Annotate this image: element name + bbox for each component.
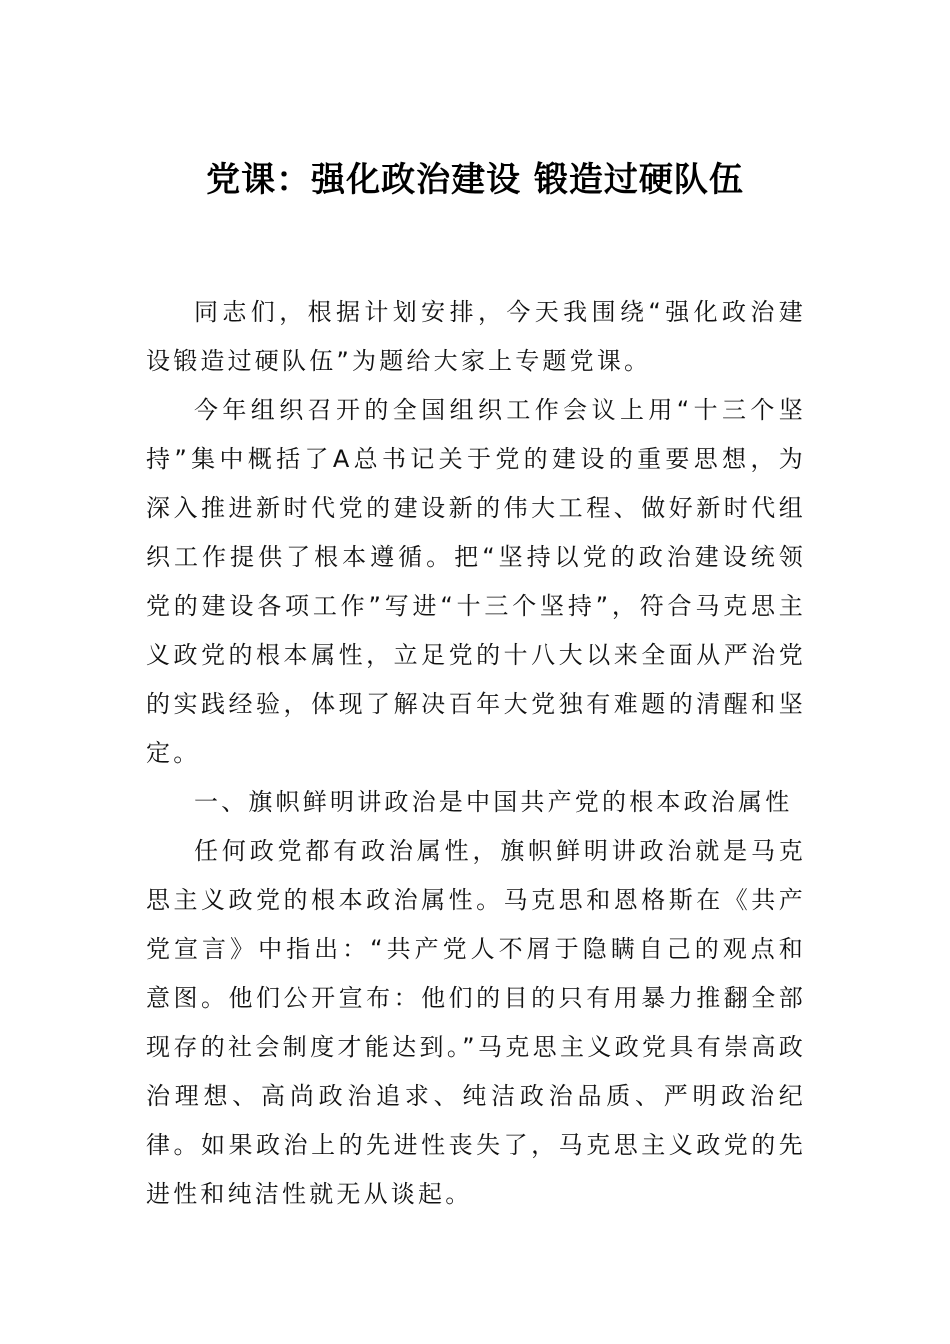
document-title: 党课：强化政治建设 锻造过硬队伍: [206, 160, 744, 200]
paragraph-section-1: 任何政党都有政治属性，旗帜鲜明讲政治就是马克思主义政党的根本政治属性。马克思和恩格斯在《共产党宣言》中指出：“共产党人不屑于隐瞒自己的观点和意图。他们公开宣布：他们的目的只有用暴力推翻全部现存的社会制度才能达到。”马克思主义政党具有崇高政治理想、高尚政治追求、纯洁政治品质、严明政治纪律。如果政治上的先进性丧失了，马克思主义政党的先进性和纯洁性就无从谈起。: [146, 837, 806, 1208]
section-heading-1: 一、旗帜鲜明讲政治是中国共产党的根本政治属性: [194, 788, 793, 816]
paragraph-intro: 同志们，根据计划安排，今天我围绕“强化政治建设锻造过硬队伍”为题给大家上专题党课。: [146, 298, 806, 375]
paragraph-background: 今年组织召开的全国组织工作会议上用“十三个坚持”集中概括了A总书记关于党的建设的重要思想，为深入推进新时代党的建设新的伟大工程、做好新时代组织工作提供了根本遵循。把“坚持以党的政治建设统领党的建设各项工作”写进“十三个坚持”，符合马克思主义政党的根本属性，立足党的十八大以来全面从严治党的实践经验，体现了解决百年大党独有难题的清醒和坚定。: [146, 396, 806, 767]
document-body: [146, 288, 806, 1219]
